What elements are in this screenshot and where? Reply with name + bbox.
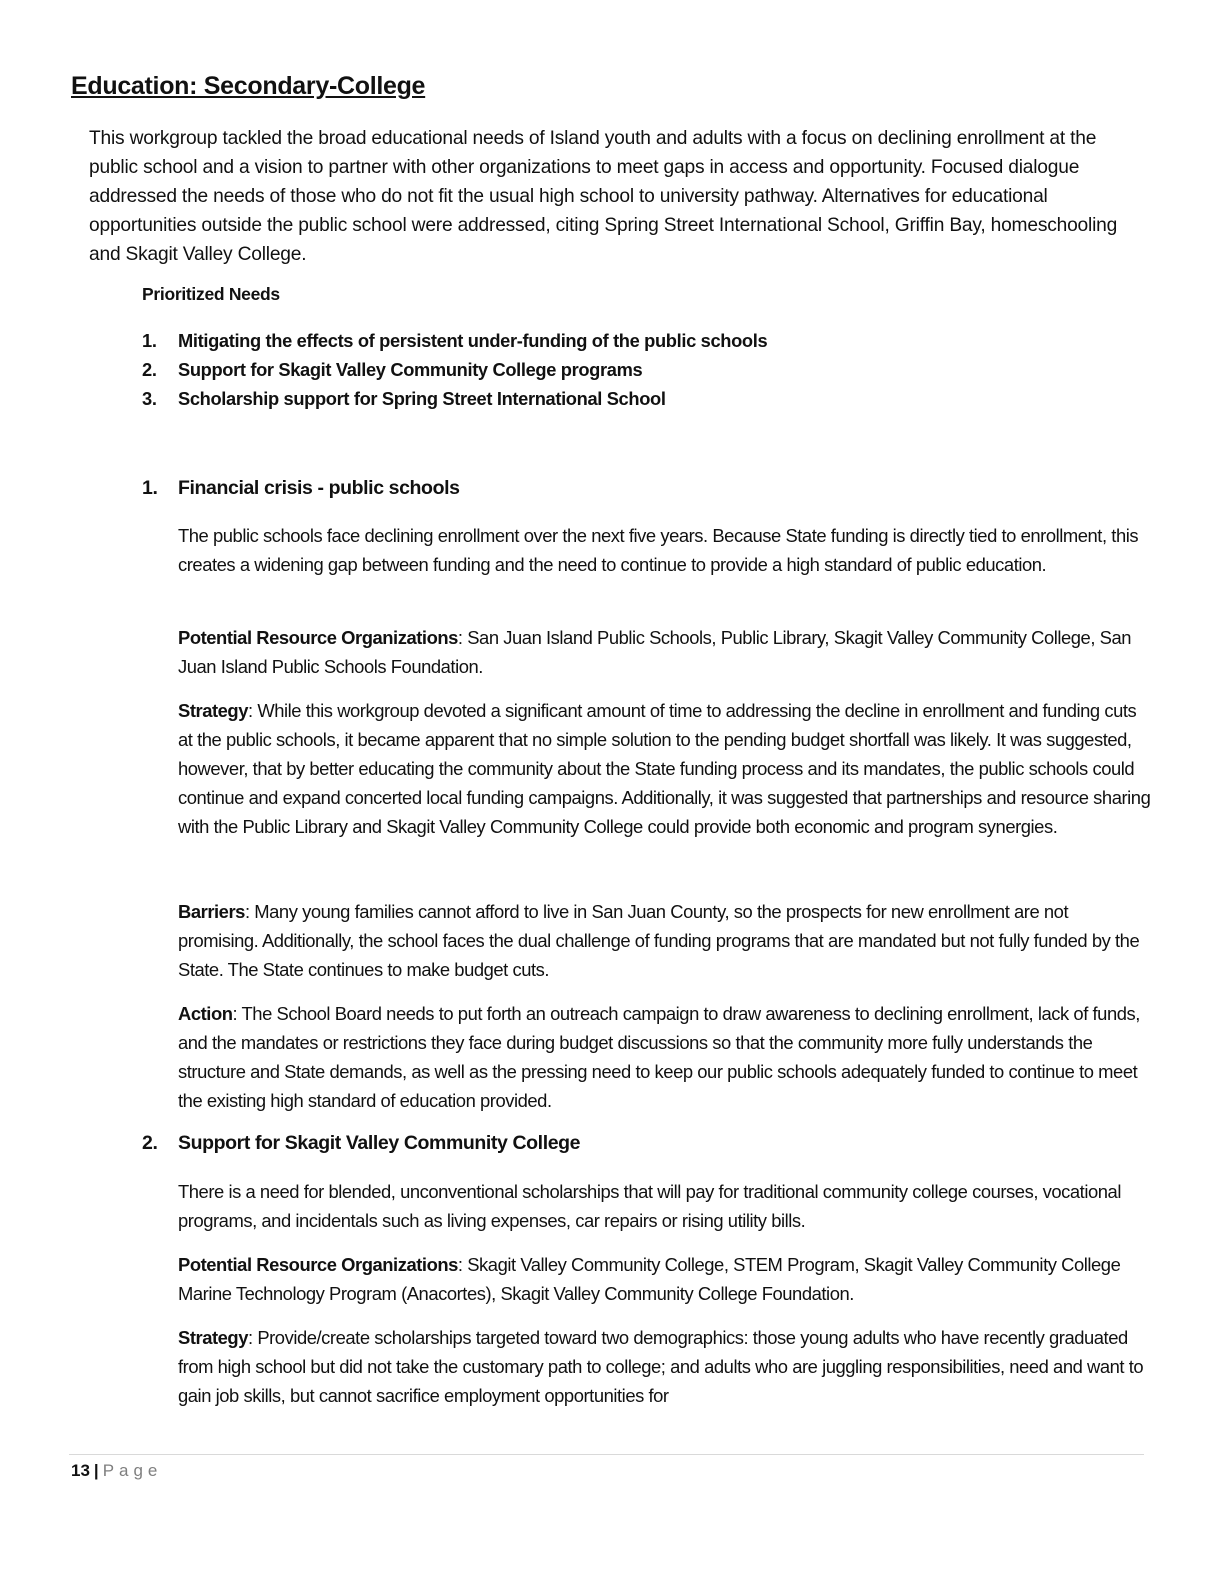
section-heading-skagit-valley bbox=[142, 1132, 580, 1155]
strategy-label: Strategy bbox=[178, 1327, 248, 1348]
resource-organizations bbox=[178, 1250, 1153, 1308]
barriers-label: Barriers bbox=[178, 901, 245, 922]
resources-label: Potential Resource Organizations bbox=[178, 627, 458, 648]
section-heading-financial-crisis bbox=[142, 477, 460, 500]
strategy-text: : Provide/create scholarships targeted toward two demographics: those young adults who have recently graduated from high school but did not take the customary path to college; and adults who are juggling responsibilities, need and want to gain job skills, but cannot sacrifice employment opportunities for bbox=[178, 1327, 1144, 1406]
resources-text: : San Juan Island Public Schools, Public Library, Skagit Valley Community College, San Juan Island Public Schools Foundation. bbox=[178, 627, 1132, 677]
list-item-number: 1. bbox=[142, 330, 157, 351]
page-footer bbox=[71, 1461, 162, 1481]
list-item-number: 3. bbox=[142, 388, 157, 409]
section-title: Support for Skagit Valley Community College bbox=[178, 1132, 581, 1154]
intro-paragraph: This workgroup tackled the broad educational needs of Island youth and adults with a focus on declining enrollment at the public school and a vision to partner with other organizations to meet gaps in access and opportunity. Focused dialogue addressed the needs of those who do not fit the usual high school to university pathway. Alternatives for educational opportunities outside the public school were addressed, citing Spring Street International School, Griffin Bay, homeschooling and Skagit Valley College. bbox=[89, 128, 1118, 265]
section-number: 2. bbox=[142, 1132, 158, 1154]
list-item-text: Mitigating the effects of persistent under-funding of the public schools bbox=[178, 330, 768, 351]
list-item bbox=[142, 326, 767, 355]
barriers bbox=[178, 897, 1153, 984]
list-item-text: Scholarship support for Spring Street International School bbox=[178, 388, 666, 409]
list-item bbox=[142, 355, 767, 384]
action bbox=[178, 999, 1153, 1115]
resource-organizations bbox=[178, 623, 1153, 681]
list-item bbox=[142, 384, 767, 413]
section-description: There is a need for blended, unconventional scholarships that will pay for traditional community college courses, vocational programs, and incidentals such as living expenses, car repairs or rising utility bills. bbox=[178, 1181, 1121, 1231]
section-number: 1. bbox=[142, 477, 158, 499]
strategy-label: Strategy bbox=[178, 700, 248, 721]
prioritized-needs-list bbox=[142, 326, 767, 413]
strategy-text: : While this workgroup devoted a significant amount of time to addressing the decline in enrollment and funding cuts at the public schools, it became apparent that no simple solution to the pending budget shortfall was likely. It was suggested, however, that by better educating the community about the State funding process and its mandates, the public schools could continue and expand concerted local funding campaigns. Additionally, it was suggested that partnerships and resource sharing with the Public Library and Skagit Valley Community College could provide both economic and program synergies. bbox=[178, 700, 1151, 837]
page-label: Page bbox=[102, 1461, 163, 1480]
page-title: Education: Secondary-College bbox=[71, 72, 426, 100]
action-text: : The School Board needs to put forth an outreach campaign to draw awareness to declining enrollment, lack of funds, and the mandates or restrictions they face during budget discussions so that the community more fully understands the structure and State demands, as well as the pressing need to keep our public schools adequately funded to continue to meet the existing high standard of education provided. bbox=[178, 1003, 1140, 1111]
strategy bbox=[178, 1323, 1153, 1410]
strategy bbox=[178, 696, 1153, 841]
page-number: 13 bbox=[71, 1461, 90, 1480]
section-title: Financial crisis - public schools bbox=[178, 477, 460, 499]
footer-separator: | bbox=[93, 1461, 99, 1480]
prioritized-needs-heading: Prioritized Needs bbox=[142, 284, 280, 304]
list-item-text: Support for Skagit Valley Community College programs bbox=[178, 359, 643, 380]
footer-divider bbox=[69, 1454, 1144, 1455]
resources-text: : Skagit Valley Community College, STEM Program, Skagit Valley Community College Marine Technology Program (Anacortes), Skagit Valley Community College Foundation. bbox=[178, 1254, 1121, 1304]
list-item-number: 2. bbox=[142, 359, 157, 380]
action-label: Action bbox=[178, 1003, 233, 1024]
barriers-text: : Many young families cannot afford to live in San Juan County, so the prospects for new enrollment are not promising. Additionally, the school faces the dual challenge of funding programs that are mandated but not fully funded by the State. The State continues to make budget cuts. bbox=[178, 901, 1140, 980]
section-description: The public schools face declining enrollment over the next five years. Because State funding is directly tied to enrollment, this creates a widening gap between funding and the need to continue to provide a high standard of public education. bbox=[178, 525, 1139, 575]
resources-label: Potential Resource Organizations bbox=[178, 1254, 458, 1275]
